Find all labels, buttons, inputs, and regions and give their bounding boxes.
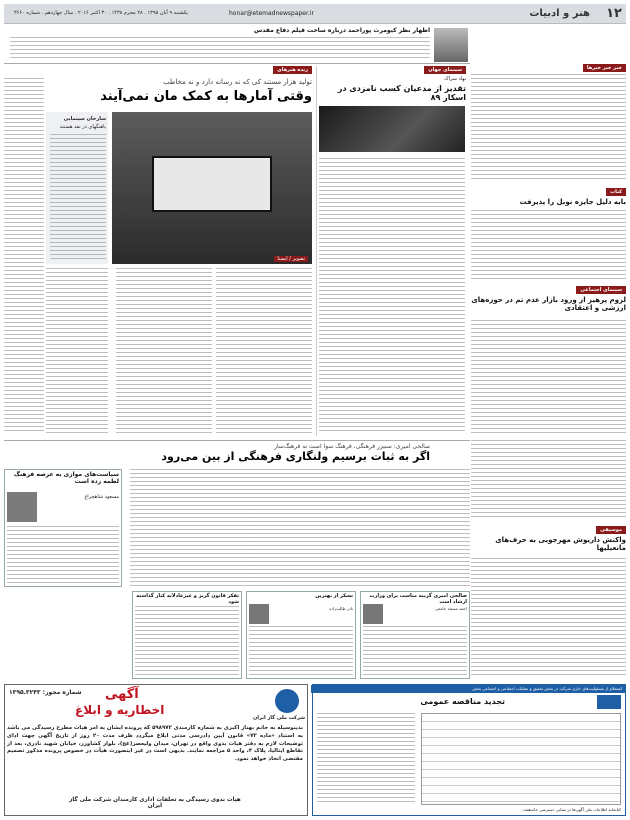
tender-ad <box>312 684 626 816</box>
side-headline: سیاست‌های موازی به عرصه فرهنگ لطمه زده است <box>13 471 119 485</box>
music-body-top <box>471 440 626 520</box>
social-headline: لزوم پرهیز از ورود بازار عدم تم در حوزه‌های ارزشی و اعتقادی <box>471 296 626 313</box>
section-title: هنر و ادبیات <box>529 8 590 19</box>
col1-body <box>363 626 467 678</box>
col1-photo <box>363 604 383 624</box>
gas-ad-title: آگهی <box>105 687 139 702</box>
second-kicker: صالحی امیری: سنیزر فرهنگی، فرهنگ سوا است نه فرهنگ‌ساز <box>274 443 430 450</box>
tender-footer: کتابخانه اطلاعات ملی آگهی‌ها در نشانی دسترسی خاندهشد. <box>521 807 621 812</box>
col2-name: نادر طالب‌زاده <box>329 606 353 611</box>
world-cinema-label: سینمای جهان <box>424 66 466 74</box>
sidebar-name: سارخان سینمایی <box>63 116 106 122</box>
music-box <box>471 440 626 680</box>
main-body-col3 <box>46 268 108 434</box>
second-feature <box>4 440 470 680</box>
top-story-portrait <box>434 28 468 62</box>
photo-sign <box>152 156 272 212</box>
right-column <box>471 28 626 436</box>
top-story-title: اظهار نظر کیومرث پوراحمد درباره ساخت فیلم دفاع مقدس <box>254 27 430 34</box>
middle-body <box>319 158 465 434</box>
main-feature-label: زنده هنرهای <box>273 66 312 74</box>
side-photo <box>7 492 37 522</box>
main-feature-headline: وقتی آمارها به کمک مان نمی‌آیند <box>100 89 312 104</box>
book-body <box>471 210 626 280</box>
tender-table <box>421 713 621 805</box>
main-body-col2 <box>116 268 212 434</box>
social-label: سینمای اجتماعی <box>576 286 626 294</box>
sidebar-body <box>50 134 106 260</box>
sidebar-title: پاهنگهای در نقد هستند <box>59 124 106 130</box>
music-body <box>471 558 626 678</box>
gas-logo-icon <box>275 689 299 713</box>
opinion-col-1 <box>360 591 470 679</box>
social-body <box>471 320 626 434</box>
cinema-verite-photo <box>112 112 312 264</box>
col1-name: احمد مسجد جامعی <box>434 606 467 611</box>
col1-head: صالحی امیری گزینه مناسب برای وزارت ارشاد است <box>369 593 467 605</box>
side-body <box>7 526 119 584</box>
top-story-body <box>10 37 430 61</box>
col2-photo <box>249 604 269 624</box>
tender-notes <box>317 713 415 805</box>
photo-caption: تصویر / ایسنا <box>274 256 308 262</box>
opinion-col-2 <box>246 591 356 679</box>
side-story <box>4 469 122 587</box>
middle-column <box>316 66 466 436</box>
second-body <box>130 469 470 587</box>
side-name: مسعود شاهچراغ <box>84 494 119 500</box>
top-story <box>4 28 470 64</box>
page-number: ۱۲ <box>606 6 622 21</box>
gas-ad <box>4 684 308 816</box>
tender-header: استعلام از مسئولیت‌های جاری شرکت در بخش تحقیق و عملیات اجتماعی و اجتماعی بخش <box>311 685 625 693</box>
col3-body <box>135 606 239 678</box>
main-feature <box>4 66 312 436</box>
news-box-label: خبر خبر خبرها <box>583 64 626 72</box>
main-body-col1 <box>216 268 312 434</box>
middle-subhead: نهاد سراک <box>444 76 466 82</box>
opinion-col-3 <box>132 591 242 679</box>
col2-body <box>249 626 353 678</box>
book-label: کتاب <box>606 188 626 196</box>
gas-ad-signature: هیات بدوی رسیدگی به تخلفات اداری کارمندان شرکت ملی گاز ایران <box>69 797 241 809</box>
col3-head: تفکر قانون گریز و غیرعادلانه کنار گذاشته شود <box>136 593 239 605</box>
news-box-body <box>471 74 626 182</box>
page-header <box>4 4 626 24</box>
header-email[interactable]: honar@etemadnewspaper.ir <box>229 10 314 17</box>
gas-ad-subtitle: اخطاریه و ابلاغ <box>75 703 165 717</box>
music-label: موسیقی <box>596 526 626 534</box>
col2-head: تشکر از بهترین <box>315 593 353 599</box>
music-headline: واکنش داریوش مهرجویی به حرف‌های مانعیلیها <box>495 536 626 553</box>
oscar-photo <box>319 106 465 152</box>
gas-ad-reg: شماره مجوز: ۱۳۹۵.۳۲۴۳ <box>9 689 82 696</box>
second-headline: اگر به ثبات برسیم ولنگاری فرهنگی از بین می‌رود <box>161 450 430 463</box>
header-date: یکشنبه ۹ آبان ۱۳۹۵ . ۲۸ محرم ۱۴۳۸ . ۳۰ اکتبر ۲۰۱۶ . سال چهاردهم . شماره ۳۶۶۰ <box>14 10 188 16</box>
book-headline: بابه دلیل جایزه نوبل را پذیرفت <box>519 198 626 206</box>
main-sidebar <box>46 112 108 264</box>
middle-headline: تقدیر از مدعیان کسب نامزدی در اسکار ۸۹ <box>337 84 466 103</box>
gas-ad-body: بدینوسیله به خانم بهناز اکبری به شماره کارمندی ۵۹۸۹۷۲ که پرونده ایشان به امر هیات مطرح رسیدگی می باشد به استناد «ماده ۷۳» قانون آیین دادرسی مدنی ابلاغ میگردد ظرف مدت ۲۰ روز از تاریخ آگهی جهت ادای توضیحات لازم به دفتر هیات بدوی واقع در تهران، میدان ولیعصر(عج)، بلوار کشاورز، خیابان شهید نادری، بعد از تقاطع ایتالیا، پلاک ۴، واحد ۵ مراجعه نمایند. بدیهی است در غیر اینصورت هیأت در خصوص پرونده مذکور تصمیم مقتضی اتخاذ خواهد نمود. <box>7 725 303 763</box>
main-body-far-left <box>4 78 44 434</box>
tender-logo-icon <box>597 695 621 709</box>
tender-title: تجدید مناقصه عمومی <box>420 697 505 706</box>
main-feature-kicker: تولید هزار مستند کی که نه رسانه دارد و نه مخاطب <box>162 78 312 86</box>
gas-ad-company: شرکت ملی گاز ایران <box>253 715 305 721</box>
